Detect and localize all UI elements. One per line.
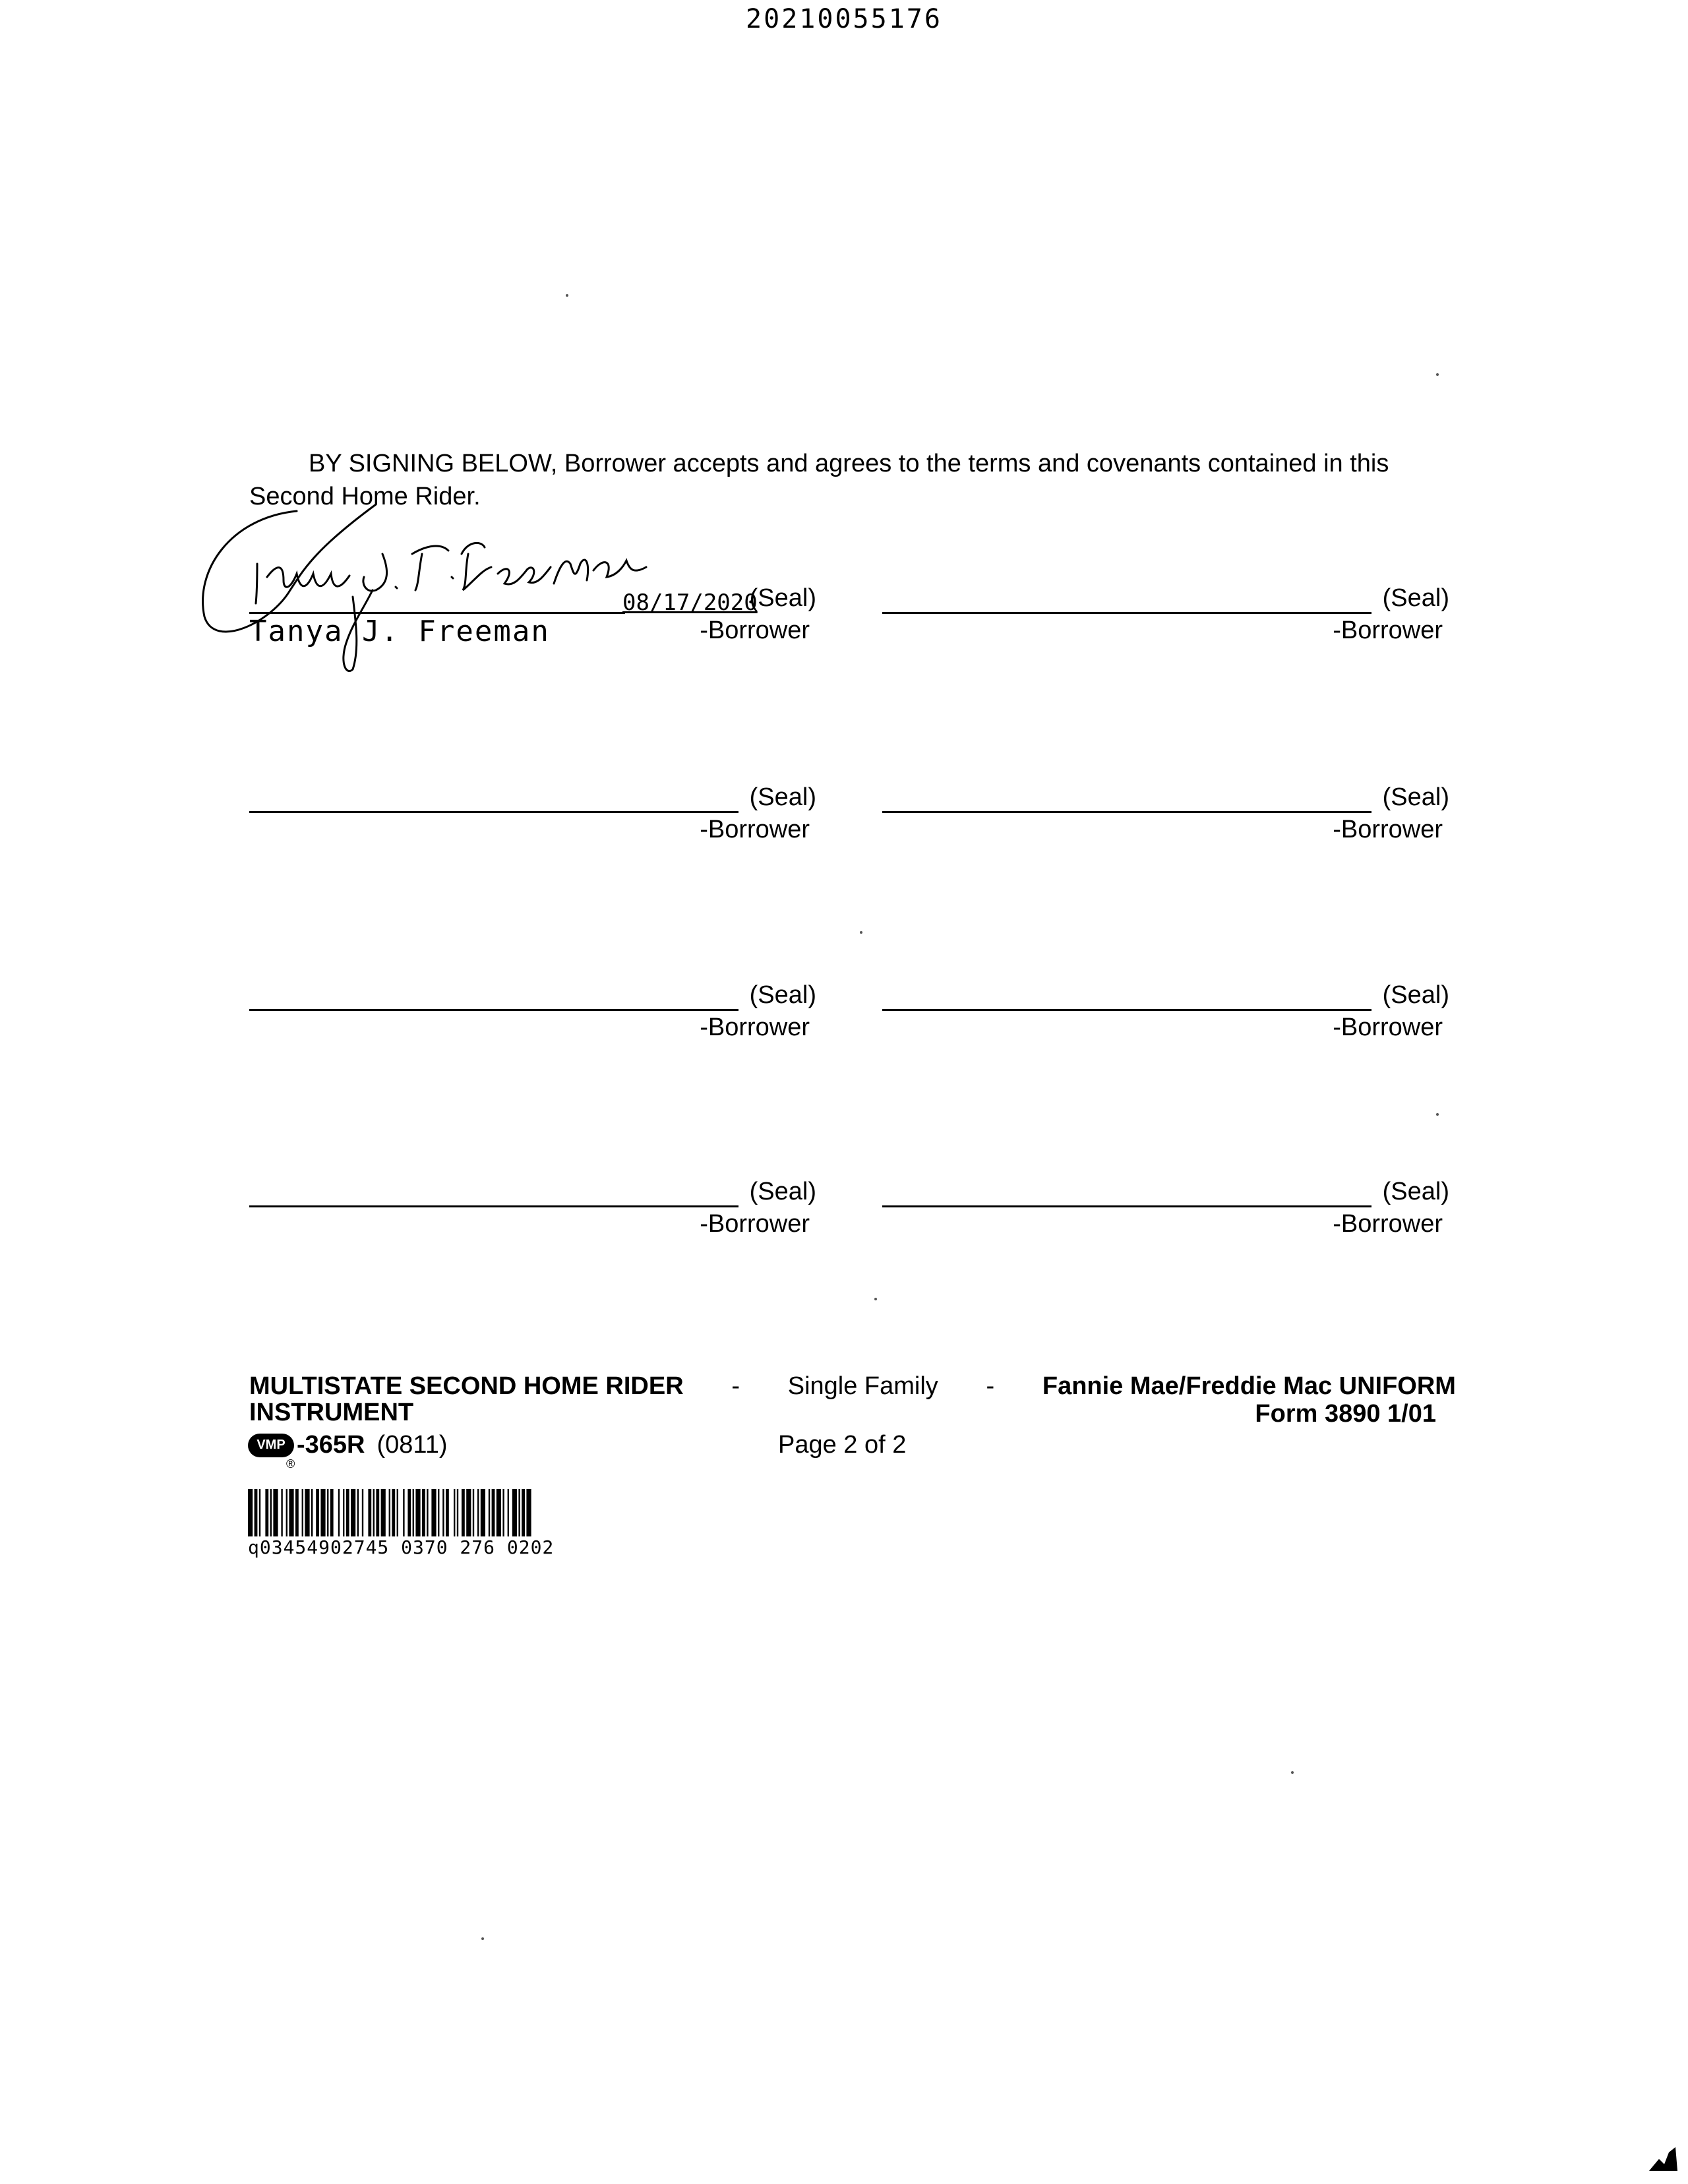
scan-speck bbox=[566, 294, 568, 297]
signature-date: 08/17/2020 bbox=[622, 590, 758, 616]
barcode-bar bbox=[381, 1489, 386, 1536]
borrower-label: -Borrower bbox=[700, 617, 810, 644]
barcode-bar bbox=[415, 1489, 420, 1536]
signature-line bbox=[249, 1205, 738, 1207]
barcode-bar bbox=[259, 1489, 260, 1536]
barcode-bar bbox=[281, 1489, 282, 1536]
barcode-bar bbox=[255, 1489, 258, 1536]
barcode-bar bbox=[248, 1489, 253, 1536]
barcode-bar bbox=[286, 1489, 287, 1536]
scan-speck bbox=[860, 931, 862, 934]
barcode-bar bbox=[403, 1489, 404, 1536]
borrower-label: -Borrower bbox=[1333, 1210, 1443, 1238]
vmp-logo-icon: VMP bbox=[248, 1434, 294, 1457]
signature-line bbox=[249, 612, 625, 614]
borrower-label: -Borrower bbox=[1333, 1014, 1443, 1041]
barcode-bar bbox=[397, 1489, 398, 1536]
form-title-line-1 bbox=[249, 1373, 1456, 1399]
signature-block-8 bbox=[882, 1172, 1449, 1245]
barcode-bar bbox=[502, 1489, 504, 1536]
barcode-bar bbox=[407, 1489, 411, 1536]
barcode-bar bbox=[438, 1489, 439, 1536]
barcode-bar bbox=[368, 1489, 371, 1536]
barcode-bar bbox=[389, 1489, 390, 1536]
barcode-number: q03454902745 0370 276 0202 bbox=[248, 1536, 555, 1558]
seal-label: (Seal) bbox=[1382, 584, 1449, 612]
barcode-bar bbox=[346, 1489, 349, 1536]
barcode-bar bbox=[477, 1489, 479, 1536]
barcode-bar bbox=[295, 1489, 299, 1536]
signature-block-2 bbox=[882, 579, 1449, 652]
typed-borrower-name: Tanya J. Freeman bbox=[249, 615, 550, 648]
seal-label: (Seal) bbox=[1382, 783, 1449, 811]
recording-number: 20210055176 bbox=[746, 4, 942, 34]
form-code-number: -365R bbox=[297, 1431, 365, 1459]
scan-speck bbox=[1291, 1771, 1294, 1774]
seal-label: (Seal) bbox=[749, 783, 816, 811]
seal-label: (Seal) bbox=[749, 1178, 816, 1205]
barcode-bar bbox=[305, 1489, 309, 1536]
form-title-line-2: INSTRUMENT bbox=[249, 1399, 414, 1426]
scan-speck bbox=[1436, 1113, 1439, 1116]
scan-speck bbox=[1436, 373, 1439, 376]
scan-speck bbox=[481, 1937, 484, 1940]
barcode-bar bbox=[512, 1489, 517, 1536]
seal-label: (Seal) bbox=[749, 584, 816, 612]
barcode-bar bbox=[422, 1489, 425, 1536]
form-revision: (0811) bbox=[377, 1431, 448, 1459]
barcode-bar bbox=[273, 1489, 278, 1536]
barcode-bar bbox=[446, 1489, 449, 1536]
page-number: Page 2 of 2 bbox=[778, 1431, 907, 1459]
borrower-label: -Borrower bbox=[700, 816, 810, 843]
signature-line bbox=[882, 1205, 1372, 1207]
seal-label: (Seal) bbox=[749, 981, 816, 1009]
signature-block-3 bbox=[249, 778, 816, 851]
barcode-bar bbox=[508, 1489, 509, 1536]
signature-block-7 bbox=[249, 1172, 816, 1245]
barcode-bar bbox=[357, 1489, 359, 1536]
borrower-label: -Borrower bbox=[700, 1014, 810, 1041]
form-title-part-1: MULTISTATE SECOND HOME RIDER bbox=[249, 1372, 684, 1400]
barcode-bar bbox=[431, 1489, 436, 1536]
barcode-bar bbox=[343, 1489, 344, 1536]
barcode-bar bbox=[376, 1489, 379, 1536]
barcode-bar bbox=[320, 1489, 325, 1536]
scan-speck bbox=[874, 1298, 877, 1300]
signature-line bbox=[249, 1009, 738, 1011]
barcode-bar bbox=[427, 1489, 428, 1536]
barcode-bar bbox=[466, 1489, 471, 1536]
barcode-bar bbox=[457, 1489, 458, 1536]
form-title bbox=[249, 1373, 1456, 1426]
barcode-bar bbox=[289, 1489, 293, 1536]
barcode-bar bbox=[338, 1489, 340, 1536]
barcode-bar bbox=[526, 1489, 531, 1536]
signature-block-6 bbox=[882, 976, 1449, 1048]
intro-text: BY SIGNING BELOW, Borrower accepts and agrees to the terms and covenants contained in this Second Home Rider. bbox=[249, 450, 1389, 510]
registered-mark: ® bbox=[286, 1457, 295, 1471]
form-title-part-3: Fannie Mae/Freddie Mac UNIFORM bbox=[1042, 1372, 1456, 1400]
barcode-bar bbox=[522, 1489, 525, 1536]
barcode-bar bbox=[442, 1489, 444, 1536]
barcode-bar bbox=[311, 1489, 313, 1536]
borrower-label: -Borrower bbox=[1333, 816, 1443, 843]
barcode-bar bbox=[302, 1489, 303, 1536]
barcode-bar bbox=[481, 1489, 485, 1536]
barcode-bar bbox=[362, 1489, 363, 1536]
seal-label: (Seal) bbox=[1382, 981, 1449, 1009]
barcode-bar bbox=[454, 1489, 455, 1536]
signature-line bbox=[882, 612, 1372, 614]
barcode-image bbox=[248, 1489, 723, 1536]
signature-line bbox=[882, 811, 1372, 813]
barcode-bar bbox=[492, 1489, 495, 1536]
seal-label: (Seal) bbox=[1382, 1178, 1449, 1205]
barcode-bar bbox=[373, 1489, 375, 1536]
barcode-bar bbox=[330, 1489, 334, 1536]
borrower-label: -Borrower bbox=[1333, 617, 1443, 644]
barcode-bar bbox=[265, 1489, 268, 1536]
scan-corner-mark bbox=[1646, 2146, 1679, 2172]
form-title-part-2: Single Family bbox=[787, 1372, 938, 1400]
barcode-bar bbox=[316, 1489, 319, 1536]
barcode-bar bbox=[489, 1489, 490, 1536]
form-code bbox=[248, 1431, 448, 1471]
barcode-bar bbox=[327, 1489, 328, 1536]
borrower-label: -Borrower bbox=[700, 1210, 810, 1238]
form-number: Form 3890 1/01 bbox=[1255, 1400, 1436, 1428]
barcode-bar bbox=[270, 1489, 272, 1536]
barcode-bar bbox=[462, 1489, 465, 1536]
barcode-bar bbox=[518, 1489, 520, 1536]
barcode-bar bbox=[473, 1489, 474, 1536]
signature-line bbox=[882, 1009, 1372, 1011]
form-title-separator: - bbox=[986, 1372, 995, 1400]
barcode-bar bbox=[351, 1489, 355, 1536]
barcode-bar bbox=[497, 1489, 501, 1536]
barcode-bar bbox=[392, 1489, 395, 1536]
signature-block-4 bbox=[882, 778, 1449, 851]
signature-block-5 bbox=[249, 976, 816, 1048]
signature-block-1 bbox=[249, 579, 816, 652]
barcode-bar bbox=[413, 1489, 414, 1536]
signature-line bbox=[249, 811, 738, 813]
form-title-separator: - bbox=[731, 1372, 740, 1400]
